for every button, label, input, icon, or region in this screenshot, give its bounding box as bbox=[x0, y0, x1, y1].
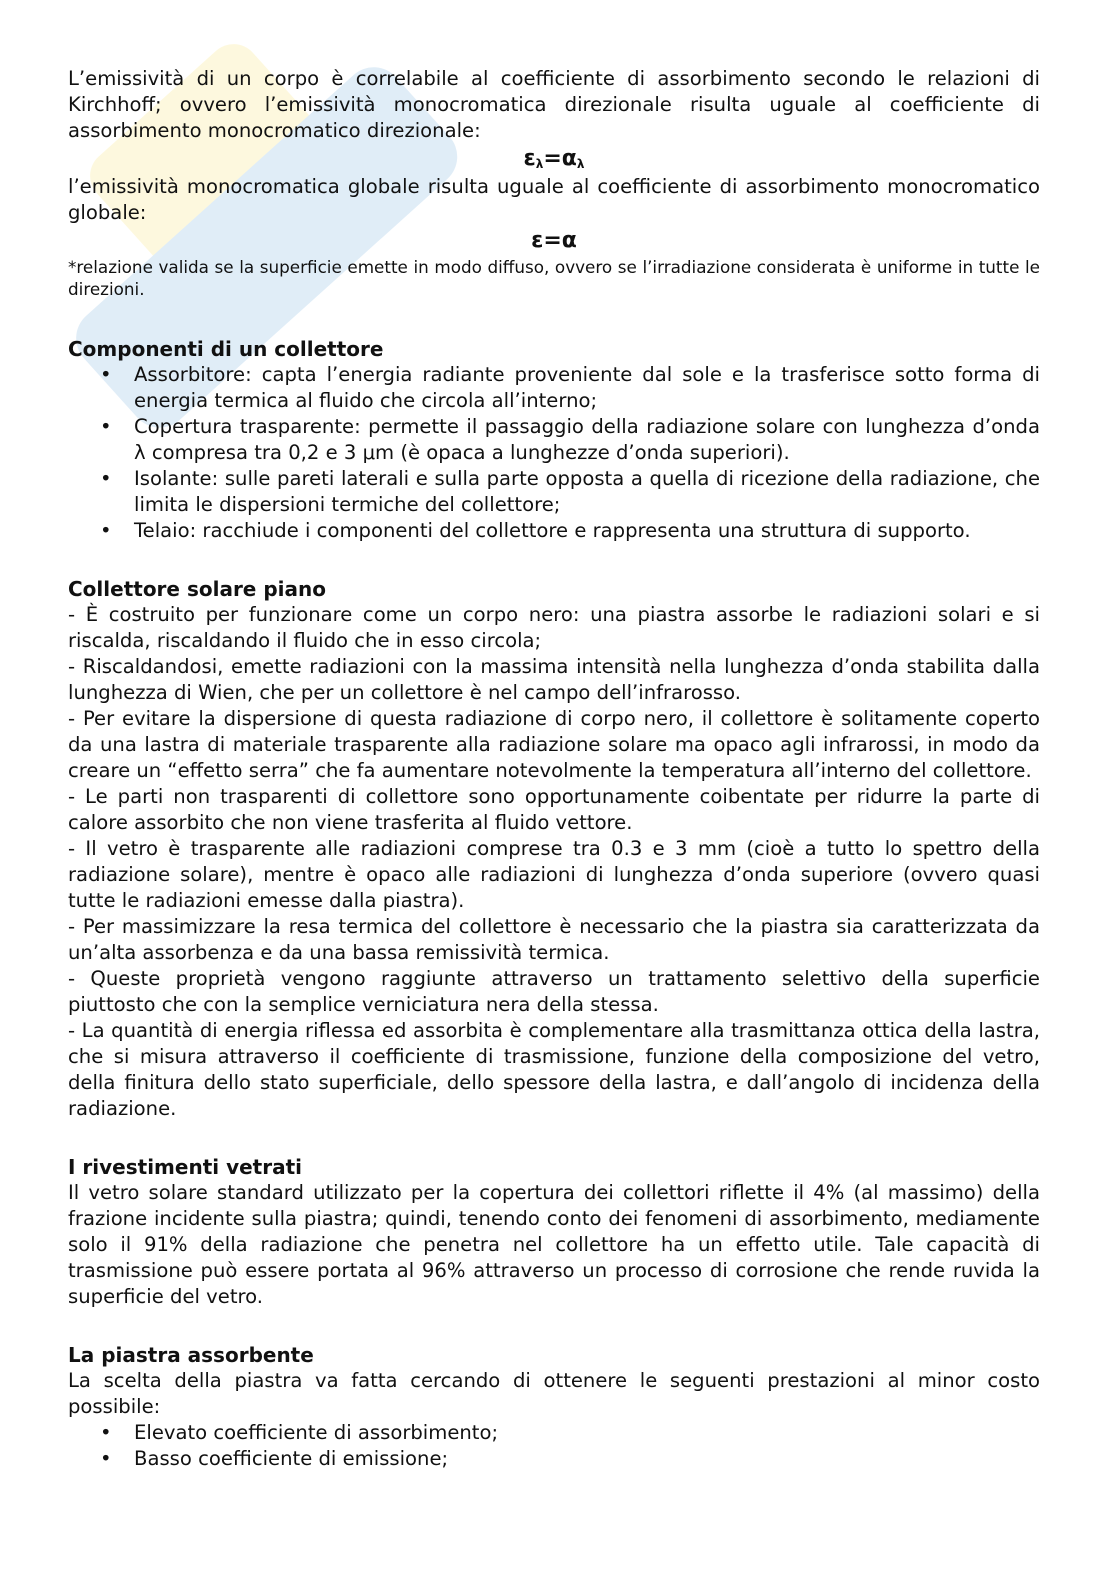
componenti-list bbox=[68, 362, 1040, 544]
formula-alpha: α bbox=[561, 146, 577, 171]
section-title-rivestimenti: I rivestimenti vetrati bbox=[68, 1155, 303, 1179]
section-title-componenti: Componenti di un collettore bbox=[68, 337, 384, 361]
piano-line: - È costruito per funzionare come un corpo nero: una piastra assorbe le radiazioni solari e si riscalda, riscaldando il fluido che in esso circola; bbox=[68, 603, 1040, 652]
formula-epsilon: ε bbox=[523, 146, 536, 171]
piastra-paragraph: La scelta della piastra va fatta cercando di ottenere le seguenti prestazioni al minor costo possibile: bbox=[68, 1369, 1040, 1418]
piano-line: - Il vetro è trasparente alle radiazioni comprese tra 0.3 e 3 mm (cioè a tutto lo spettro della radiazione solare), mentre è opaco alle radiazioni di lunghezza d’onda superiore (ovvero quasi tutte le radiazioni emesse dalla piastra). bbox=[68, 837, 1040, 912]
formula-equals: = bbox=[543, 146, 562, 171]
global-paragraph: l’emissività monocromatica globale risulta uguale al coefficiente di assorbimento monocromatico globale: bbox=[68, 175, 1040, 224]
section-title-piano: Collettore solare piano bbox=[68, 577, 326, 601]
list-item: • Isolante: sulle pareti laterali e sulla parte opposta a quella di ricezione della radiazione, che limita le dispersioni termiche del collettore; bbox=[68, 466, 1040, 518]
piastra-list bbox=[68, 1420, 1040, 1472]
formula-monochromatic bbox=[68, 144, 1040, 174]
document-page bbox=[68, 66, 1040, 1472]
list-item: • Basso coefficiente di emissione; bbox=[68, 1446, 1040, 1472]
formula-global: ε=α bbox=[531, 228, 577, 253]
piano-line: - Per evitare la dispersione di questa radiazione di corpo nero, il collettore è solitamente coperto da una lastra di materiale trasparente alla radiazione solare ma opaco agli infrarossi, in modo da creare un “effetto serra” che fa aumentare notevolmente la temperatura all’interno del collettore. bbox=[68, 707, 1040, 782]
list-item: • Elevato coefficiente di assorbimento; bbox=[68, 1420, 1040, 1446]
list-item: • Telaio: racchiude i componenti del collettore e rappresenta una struttura di supporto. bbox=[68, 518, 1040, 544]
piano-line: - Per massimizzare la resa termica del collettore è necessario che la piastra sia caratterizzata da un’alta assorbenza e da una bassa remissività termica. bbox=[68, 915, 1040, 964]
piano-line: - La quantità di energia riflessa ed assorbita è complementare alla trasmittanza ottica della lastra, che si misura attraverso il coefficiente di trasmissione, funzione della composizione del vetro, della finitura dello stato superficiale, dello spessore della lastra, e dall’angolo di incidenza della radiazione. bbox=[68, 1019, 1040, 1120]
formula-alpha-subscript: λ bbox=[576, 157, 585, 171]
list-item: • Copertura trasparente: permette il passaggio della radiazione solare con lunghezza d’onda λ compresa tra 0,2 e 3 μm (è opaca a lunghezze d’onda superiori). bbox=[68, 414, 1040, 466]
formula-epsilon-subscript: λ bbox=[535, 157, 544, 171]
piano-line: - Queste proprietà vengono raggiunte attraverso un trattamento selettivo della superficie piuttosto che con la semplice verniciatura nera della stessa. bbox=[68, 967, 1040, 1016]
list-item: • Assorbitore: capta l’energia radiante proveniente dal sole e la trasferisce sotto forma di energia termica al fluido che circola all’interno; bbox=[68, 362, 1040, 414]
piano-line: - Riscaldandosi, emette radiazioni con la massima intensità nella lunghezza d’onda stabilita dalla lunghezza di Wien, che per un collettore è nel campo dell’infrarosso. bbox=[68, 655, 1040, 704]
intro-paragraph: L’emissività di un corpo è correlabile al coefficiente di assorbimento secondo le relazioni di Kirchhoff; ovvero l’emissività monocromatica direzionale risulta uguale al coefficiente di assorbimento monocromatico direzionale: bbox=[68, 67, 1040, 142]
footnote: *relazione valida se la superficie emette in modo diffuso, ovvero se l’irradiazione considerata è uniforme in tutte le direzioni. bbox=[68, 257, 1040, 299]
rivestimenti-paragraph: Il vetro solare standard utilizzato per la copertura dei collettori riflette il 4% (al massimo) della frazione incidente sulla piastra; quindi, tenendo conto dei fenomeni di assorbimento, mediamente solo il 91% della radiazione che penetra nel collettore ha un effetto utile. Tale capacità di trasmissione può essere portata al 96% attraverso un processo di corrosione che rende ruvida la superficie del vetro. bbox=[68, 1181, 1040, 1308]
piano-line: - Le parti non trasparenti di collettore sono opportunamente coibentate per ridurre la parte di calore assorbito che non viene trasferita al fluido vettore. bbox=[68, 785, 1040, 834]
section-title-piastra: La piastra assorbente bbox=[68, 1343, 314, 1367]
